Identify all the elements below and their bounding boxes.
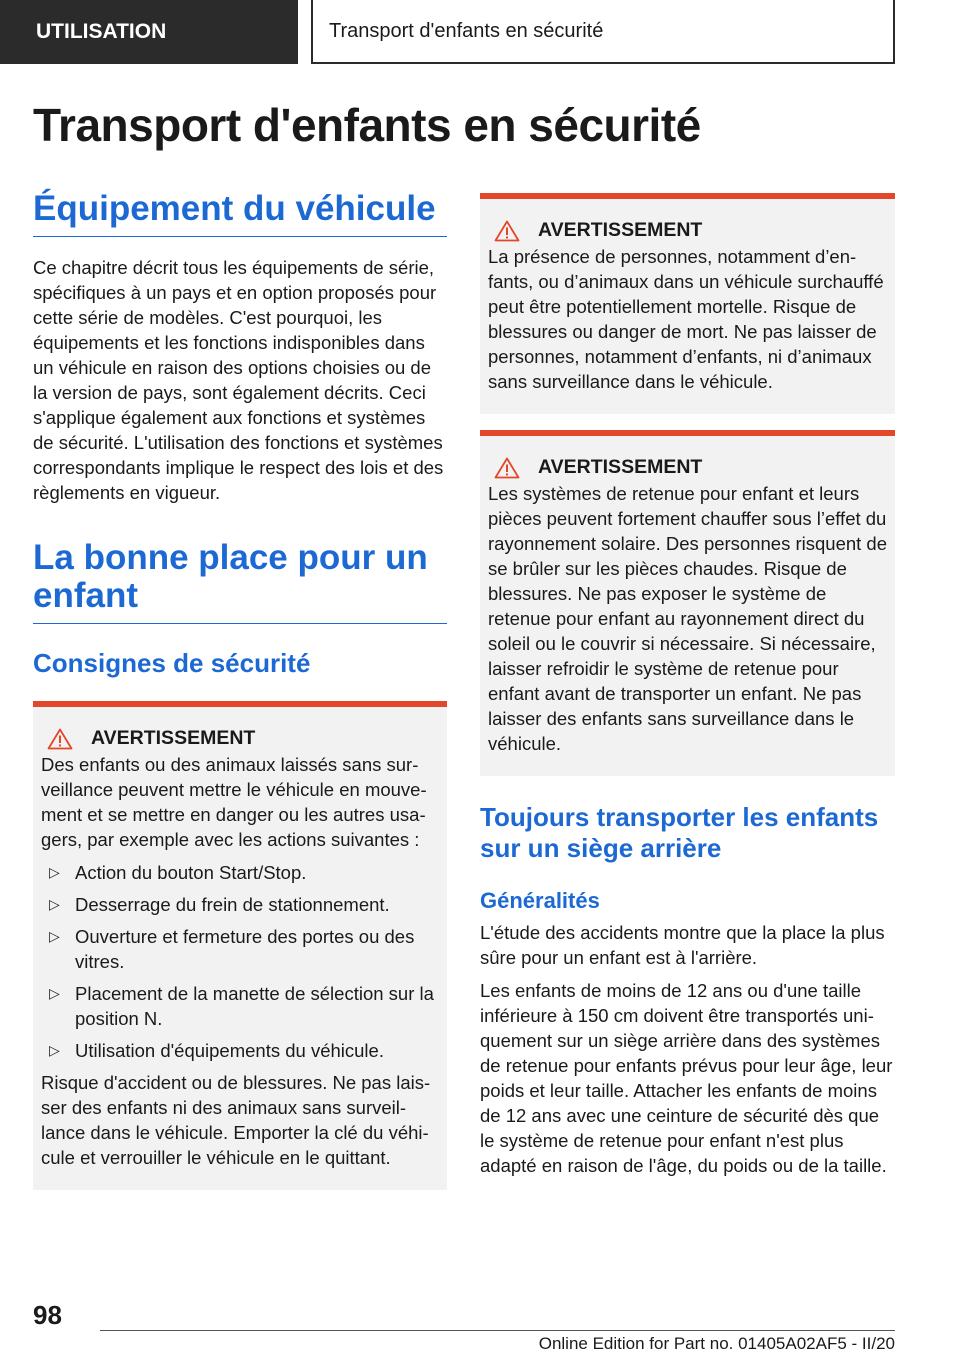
- list-item: ▷ Desserrage du frein de stationnement.: [49, 894, 390, 915]
- heading-general: Généralités: [480, 888, 600, 913]
- warning-text: La présence de personnes, notamment d’enfants, ou d’animaux dans un véhicule surchauffé peut être potentiellement mortelle. Risque de blessures ou danger de mort. Ne pas laisser de personnes, notamment d’enfants, ni d’animaux sans surveillance dans le véhicule.: [488, 246, 884, 392]
- section-tab: UTILISATION: [0, 0, 298, 64]
- heading-safety: Consignes de sécurité: [33, 648, 311, 678]
- bullet-marker-icon: ▷: [49, 985, 60, 1001]
- page-title: Transport d'enfants en sécurité: [33, 99, 701, 151]
- warning-triangle-icon: [47, 728, 73, 750]
- list-item: ▷ Utilisation d'équipements du véhicule.: [49, 1040, 384, 1061]
- page-header: [0, 0, 960, 66]
- warning-box-hot-parts: [480, 430, 895, 776]
- warning-box-unattended: [33, 701, 447, 1190]
- footer-divider: [100, 1330, 895, 1331]
- bullet-marker-icon: ▷: [49, 1042, 60, 1058]
- general-paragraph-1: L'étude des accidents montre que la place la plus sûre pour un enfant est à l'arrière.: [480, 922, 885, 968]
- warning-triangle-icon: [494, 457, 520, 479]
- warning-action-list: [41, 860, 439, 1063]
- warning-label: AVERTISSEMENT: [91, 727, 256, 749]
- list-item: ▷ Ouverture et fermeture des portes ou des vitres.: [49, 926, 415, 972]
- chapter-tab: Transport d'enfants en sécurité: [311, 0, 895, 64]
- heading-equipment: Équipement du véhicule: [33, 190, 447, 237]
- bullet-marker-icon: ▷: [49, 864, 60, 880]
- equipment-paragraph: Ce chapitre décrit tous les équipements de série, spécifiques à un pays et en option proposés pour cette série de modèles. C'est pourquoi, les équipements et les fonctions indisponibles dans un véhicule en raison des options choisies ou de la version de pays, sont également décrits. Ceci s'applique également aux fonctions et systèmes de sécurité. L'utilisation des fonctions et systèmes correspondants implique le respect des lois et des règlements en vigueur.: [33, 257, 444, 503]
- list-item: ▷ Action du bouton Start/Stop.: [49, 862, 307, 883]
- left-column: [33, 190, 447, 1190]
- page-number: 98: [33, 1300, 62, 1330]
- warning-box-overheated: [480, 193, 895, 414]
- warning-header: [41, 727, 439, 750]
- heading-place: La bonne place pour un enfant: [33, 539, 447, 624]
- list-item: ▷ Placement de la manette de sélection sur la position N.: [49, 983, 434, 1029]
- bullet-marker-icon: ▷: [49, 928, 60, 944]
- warning-header: [488, 456, 887, 479]
- warning-text: Les systèmes de retenue pour enfant et leurs pièces peuvent fortement chauffer sous l’effet du rayonnement solaire. Des personnes risquent de se brûler sur les pièces chaudes. Risque de blessures. Ne pas exposer le système de retenue pour enfant au rayonnement direct du soleil ou le couvrir si nécessaire. Si nécessaire, laisser refroidir le système de retenue pour enfant avant de transporter un enfant. Ne pas laisser des enfants sans surveillance dans le véhicule.: [488, 483, 888, 754]
- warning-label: AVERTISSEMENT: [538, 456, 703, 478]
- footer-edition: Online Edition for Part no. 01405A02AF5 - II/20: [538, 1334, 895, 1353]
- warning-intro: Des enfants ou des animaux laissés sans surveillance peuvent mettre le véhicule en mouvement et se mettre en danger ou les autres usagers, par exemple avec les actions suivantes :: [41, 754, 427, 850]
- warning-header: [488, 219, 887, 242]
- general-paragraph-2: Les enfants de moins de 12 ans ou d'une taille inférieure à 150 cm doivent être transportés uniquement sur un siège arrière dans des systèmes de retenue pour enfants prévus pour leur âge, leur poids et leur taille. Attacher les enfants de moins de 12 ans avec une ceinture de sécurité dès que le système de retenue pour enfant n'est plus adapté en raison de l'âge, du poids ou de la taille.: [480, 980, 893, 1176]
- warning-label: AVERTISSEMENT: [538, 219, 703, 241]
- bullet-marker-icon: ▷: [49, 896, 60, 912]
- heading-rear-seat: Toujours transporter les enfants sur un siège arrière: [480, 802, 879, 863]
- warning-triangle-icon: [494, 220, 520, 242]
- warning-outro: Risque d'accident ou de blessures. Ne pas laisser des enfants ni des animaux sans surveillance dans le véhicule. Emporter la clé du véhicule et verrouiller le véhicule en le quittant.: [41, 1072, 431, 1168]
- right-column: [480, 193, 895, 1178]
